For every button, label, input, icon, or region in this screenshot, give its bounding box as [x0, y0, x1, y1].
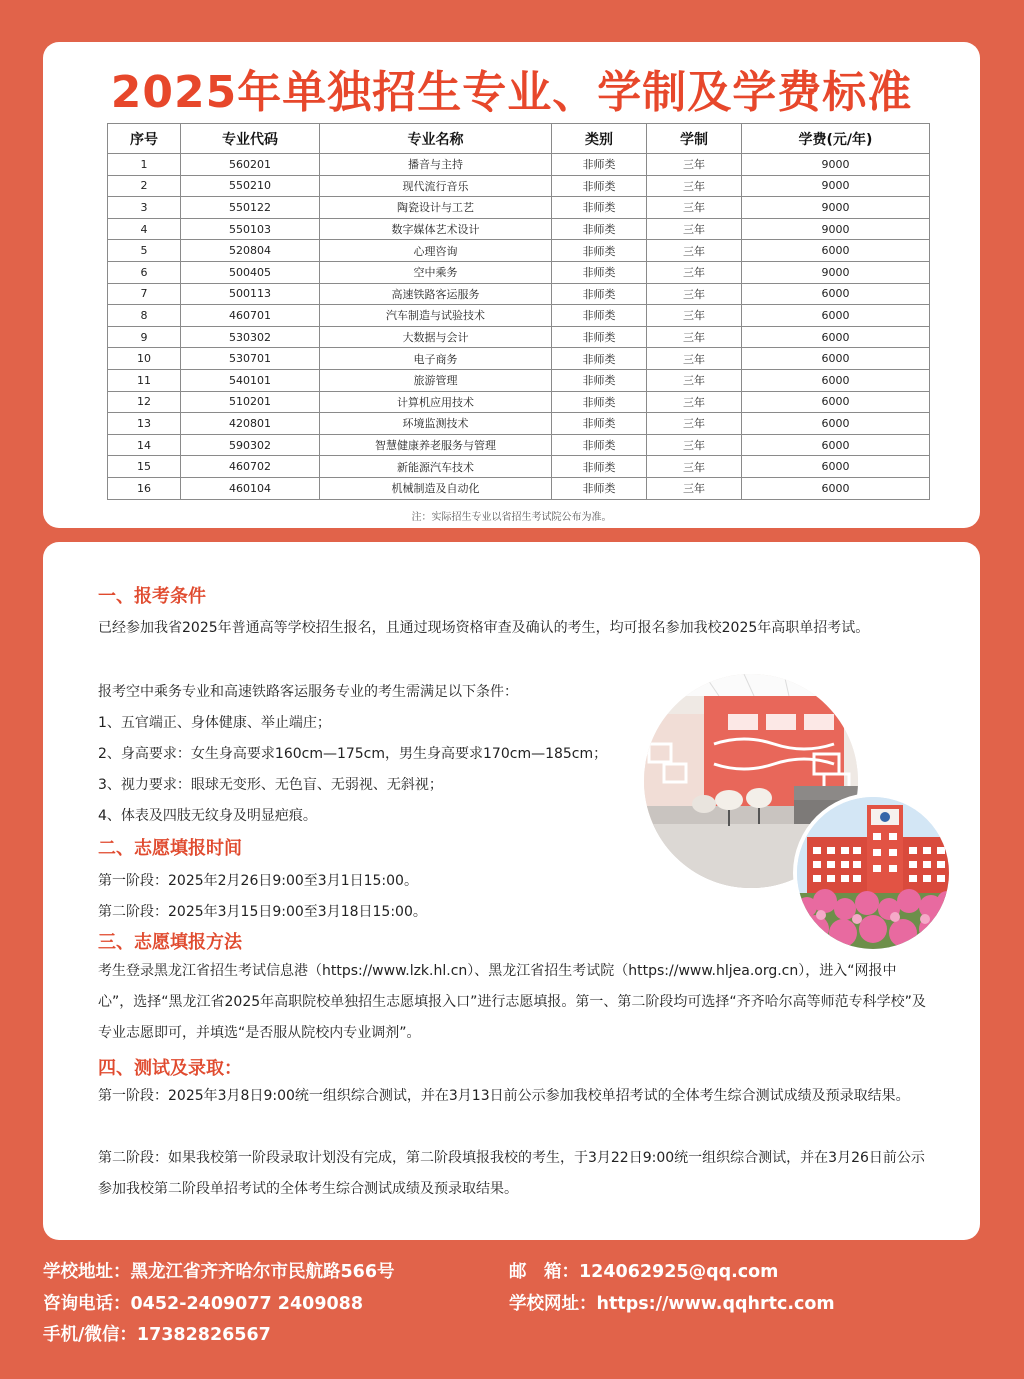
section-heading-method: 三、志愿填报方法 — [98, 932, 242, 953]
table-row — [108, 369, 930, 391]
cell-index: 3 — [108, 197, 181, 219]
cell-duration: 三年 — [647, 154, 742, 176]
admission-info-card — [43, 542, 980, 1240]
cell-code: 550122 — [181, 197, 320, 219]
cell-category: 非师类 — [552, 261, 647, 283]
cell-category: 非师类 — [552, 434, 647, 456]
cell-code: 500113 — [181, 283, 320, 305]
header-index: 序号 — [108, 124, 181, 154]
cell-code: 560201 — [181, 154, 320, 176]
cell-index: 6 — [108, 261, 181, 283]
table-row — [108, 240, 930, 262]
cell-fee: 6000 — [742, 348, 930, 370]
cell-duration: 三年 — [647, 283, 742, 305]
eligibility-paragraph: 已经参加我省2025年普通高等学校招生报名，且通过现场资格审查及确认的考生，均可报名参加我校2025年高职单招考试。 — [98, 620, 870, 636]
cell-category: 非师类 — [552, 369, 647, 391]
cell-fee: 6000 — [742, 283, 930, 305]
table-row — [108, 413, 930, 435]
cell-duration: 三年 — [647, 261, 742, 283]
table-row — [108, 477, 930, 499]
cell-duration: 三年 — [647, 218, 742, 240]
cell-code: 500405 — [181, 261, 320, 283]
cell-duration: 三年 — [647, 326, 742, 348]
requirement-item: 4、体表及四肢无纹身及明显疤痕。 — [98, 808, 317, 824]
cell-index: 4 — [108, 218, 181, 240]
cell-duration: 三年 — [647, 175, 742, 197]
cell-code: 420801 — [181, 413, 320, 435]
cell-index: 8 — [108, 305, 181, 327]
fee-table — [107, 123, 930, 500]
requirement-item: 2、身高要求：女生身高要求160cm—175cm，男生身高要求170cm—185cm； — [98, 746, 608, 762]
requirement-item: 1、五官端正、身体健康、举止端庄； — [98, 715, 331, 731]
footer-address: 学校地址：黑龙江省齐齐哈尔市民航路566号 — [43, 1262, 395, 1282]
table-row — [108, 175, 930, 197]
cell-duration: 三年 — [647, 197, 742, 219]
cell-index: 14 — [108, 434, 181, 456]
cell-fee: 9000 — [742, 175, 930, 197]
cell-duration: 三年 — [647, 456, 742, 478]
cell-category: 非师类 — [552, 456, 647, 478]
cell-category: 非师类 — [552, 305, 647, 327]
cell-major: 环境监测技术 — [320, 413, 552, 435]
header-major: 专业名称 — [320, 124, 552, 154]
cell-code: 530302 — [181, 326, 320, 348]
cell-fee: 6000 — [742, 477, 930, 499]
cell-duration: 三年 — [647, 369, 742, 391]
table-note: 注：实际招生专业以省招生考试院公布为准。 — [411, 512, 612, 523]
cell-major: 陶瓷设计与工艺 — [320, 197, 552, 219]
cell-code: 460702 — [181, 456, 320, 478]
cell-code: 550210 — [181, 175, 320, 197]
cell-index: 15 — [108, 456, 181, 478]
cell-fee: 9000 — [742, 197, 930, 219]
cell-index: 11 — [108, 369, 181, 391]
cell-index: 13 — [108, 413, 181, 435]
cell-duration: 三年 — [647, 348, 742, 370]
page-title: 2025年单独招生专业、学制及学费标准 — [110, 67, 913, 118]
footer-website: 学校网址：https://www.qqhrtc.com — [509, 1294, 835, 1314]
cell-code: 510201 — [181, 391, 320, 413]
cell-duration: 三年 — [647, 477, 742, 499]
cell-category: 非师类 — [552, 154, 647, 176]
cell-fee: 6000 — [742, 456, 930, 478]
cell-major: 空中乘务 — [320, 261, 552, 283]
cell-major: 机械制造及自动化 — [320, 477, 552, 499]
cell-fee: 6000 — [742, 434, 930, 456]
cell-category: 非师类 — [552, 197, 647, 219]
cell-index: 10 — [108, 348, 181, 370]
section-heading-test: 四、测试及录取： — [98, 1058, 242, 1079]
section-heading-eligibility: 一、报考条件 — [98, 586, 206, 607]
cell-fee: 9000 — [742, 154, 930, 176]
cell-major: 数字媒体艺术设计 — [320, 218, 552, 240]
cell-major: 汽车制造与试验技术 — [320, 305, 552, 327]
stage-two-time: 第二阶段：2025年3月15日9:00至3月18日15:00。 — [98, 904, 427, 920]
cell-fee: 6000 — [742, 391, 930, 413]
cell-index: 5 — [108, 240, 181, 262]
cell-category: 非师类 — [552, 477, 647, 499]
cell-duration: 三年 — [647, 240, 742, 262]
cell-major: 大数据与会计 — [320, 326, 552, 348]
method-paragraph: 考生登录黑龙江省招生考试信息港（https://www.lzk.hl.cn）、黑龙江省招生考试院（https://www.hljea.org.cn），进入“网报中心”，选择“黑龙江省2025年高职院校单独招生志愿填报入口”进行志愿填报。第一、第二阶段均可选择“齐齐哈尔高等师范专科学校”及专业志愿即可，并填选“是否服从院校内专业调剂”。 — [98, 963, 926, 1041]
header-code: 专业代码 — [181, 124, 320, 154]
cell-code: 520804 — [181, 240, 320, 262]
cell-index: 1 — [108, 154, 181, 176]
cell-duration: 三年 — [647, 391, 742, 413]
cell-index: 7 — [108, 283, 181, 305]
table-header-row — [108, 124, 930, 154]
table-row — [108, 391, 930, 413]
cell-fee: 6000 — [742, 369, 930, 391]
footer-mobile: 手机/微信：17382826567 — [43, 1325, 271, 1345]
cell-code: 550103 — [181, 218, 320, 240]
campus-building-photo — [797, 797, 949, 949]
cell-major: 高速铁路客运服务 — [320, 283, 552, 305]
header-category: 类别 — [552, 124, 647, 154]
cell-code: 460104 — [181, 477, 320, 499]
table-row — [108, 434, 930, 456]
cell-category: 非师类 — [552, 240, 647, 262]
table-row — [108, 218, 930, 240]
fee-table-body — [108, 154, 930, 500]
cell-fee: 6000 — [742, 240, 930, 262]
cell-major: 智慧健康养老服务与管理 — [320, 434, 552, 456]
cell-major: 电子商务 — [320, 348, 552, 370]
cell-fee: 9000 — [742, 261, 930, 283]
cell-index: 9 — [108, 326, 181, 348]
cell-major: 计算机应用技术 — [320, 391, 552, 413]
test-stage-one-paragraph: 第一阶段：2025年3月8日9:00统一组织综合测试，并在3月13日前公示参加我校单招考试的全体考生综合测试成绩及预录取结果。 — [98, 1088, 910, 1104]
table-row — [108, 348, 930, 370]
cell-major: 心理咨询 — [320, 240, 552, 262]
cell-category: 非师类 — [552, 326, 647, 348]
cell-category: 非师类 — [552, 175, 647, 197]
cell-code: 540101 — [181, 369, 320, 391]
cell-category: 非师类 — [552, 283, 647, 305]
cell-category: 非师类 — [552, 218, 647, 240]
cell-fee: 6000 — [742, 326, 930, 348]
cell-code: 530701 — [181, 348, 320, 370]
cell-code: 460701 — [181, 305, 320, 327]
cell-code: 590302 — [181, 434, 320, 456]
table-row — [108, 154, 930, 176]
stage-one-time: 第一阶段：2025年2月26日9:00至3月1日15:00。 — [98, 873, 418, 889]
cell-duration: 三年 — [647, 413, 742, 435]
cell-major: 播音与主持 — [320, 154, 552, 176]
campus-illustration — [797, 797, 949, 949]
fee-standard-card — [43, 42, 980, 528]
header-fee: 学费(元/年) — [742, 124, 930, 154]
cell-major: 旅游管理 — [320, 369, 552, 391]
cell-major: 现代流行音乐 — [320, 175, 552, 197]
table-row — [108, 197, 930, 219]
cell-category: 非师类 — [552, 391, 647, 413]
table-row — [108, 326, 930, 348]
cell-duration: 三年 — [647, 305, 742, 327]
requirement-item: 3、视力要求：眼球无变形、无色盲、无弱视、无斜视； — [98, 777, 443, 793]
cell-category: 非师类 — [552, 413, 647, 435]
test-stage-two-paragraph: 第二阶段：如果我校第一阶段录取计划没有完成，第二阶段填报我校的考生，于3月22日9:00统一组织综合测试，并在3月26日前公示参加我校第二阶段单招考试的全体考生综合测试成绩及预录取结果。 — [98, 1150, 925, 1197]
table-row — [108, 261, 930, 283]
section-heading-time: 二、志愿填报时间 — [98, 838, 242, 859]
header-duration: 学制 — [647, 124, 742, 154]
special-requirements-intro: 报考空中乘务专业和高速铁路客运服务专业的考生需满足以下条件： — [98, 684, 518, 700]
cell-fee: 9000 — [742, 218, 930, 240]
footer-email: 邮 箱：124062925@qq.com — [509, 1262, 779, 1282]
table-row — [108, 456, 930, 478]
cell-index: 16 — [108, 477, 181, 499]
cell-index: 2 — [108, 175, 181, 197]
table-row — [108, 283, 930, 305]
cell-category: 非师类 — [552, 348, 647, 370]
table-row — [108, 305, 930, 327]
cell-fee: 6000 — [742, 305, 930, 327]
footer-phone: 咨询电话：0452-2409077 2409088 — [43, 1294, 364, 1314]
cell-index: 12 — [108, 391, 181, 413]
cell-fee: 6000 — [742, 413, 930, 435]
cell-duration: 三年 — [647, 434, 742, 456]
cell-major: 新能源汽车技术 — [320, 456, 552, 478]
